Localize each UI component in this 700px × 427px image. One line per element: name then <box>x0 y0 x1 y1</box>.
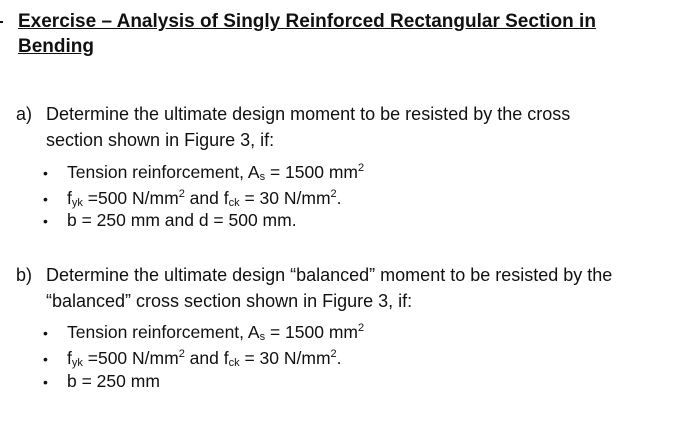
part-a-bullet-2: • $f_{yk} =500$ $N/mm^2$ and $f_{ck} = 30$ $N/mm^2$. <box>43 181 342 216</box>
exercise-title <box>18 9 678 59</box>
title-line-2: Bending <box>18 36 94 57</box>
part-b-bullet-2: • $f_{yk} =500$ $N/mm^2$ and $f_{ck} = 30$ $N/mm^2$. <box>43 341 342 376</box>
part-a-text <box>46 101 686 153</box>
bullet-icon: • <box>43 165 48 181</box>
part-a-line-1: Determine the ultimate design moment to be resisted by the cross <box>46 104 571 124</box>
part-a-bullet-1: • Tension reinforcement, $A_s = 1500$ $mm^2$ <box>43 155 364 190</box>
part-a-letter: a) <box>16 104 33 124</box>
part-b-letter: b) <box>16 265 33 285</box>
bullet-icon: • <box>43 351 48 367</box>
part-a-heading <box>16 101 686 150</box>
bullet-icon: • <box>43 213 48 229</box>
part-a-bullet-3: • b = 250 mm and d = 500 mm. <box>43 207 297 234</box>
bullet-icon: • <box>43 374 48 390</box>
bullet-icon: • <box>43 325 48 341</box>
part-b-heading <box>16 262 686 311</box>
part-b-bullet-3: • b = 250 mm <box>43 368 160 395</box>
bullet-icon: • <box>43 191 48 207</box>
part-b-bullet-1: • Tension reinforcement, $A_s = 1500$ $mm^2$ <box>43 315 364 350</box>
edge-mark <box>0 21 3 23</box>
part-a-line-2: section shown in Figure 3, if: <box>46 130 275 150</box>
part-b-text <box>46 262 686 314</box>
title-line-1: Exercise – Analysis of Singly Reinforced Rectangular Section in <box>18 11 596 32</box>
part-b-line-2: “balanced” cross section shown in Figure 3, if: <box>46 291 413 311</box>
part-b-line-1: Determine the ultimate design “balanced” moment to be resisted by the <box>46 265 613 285</box>
